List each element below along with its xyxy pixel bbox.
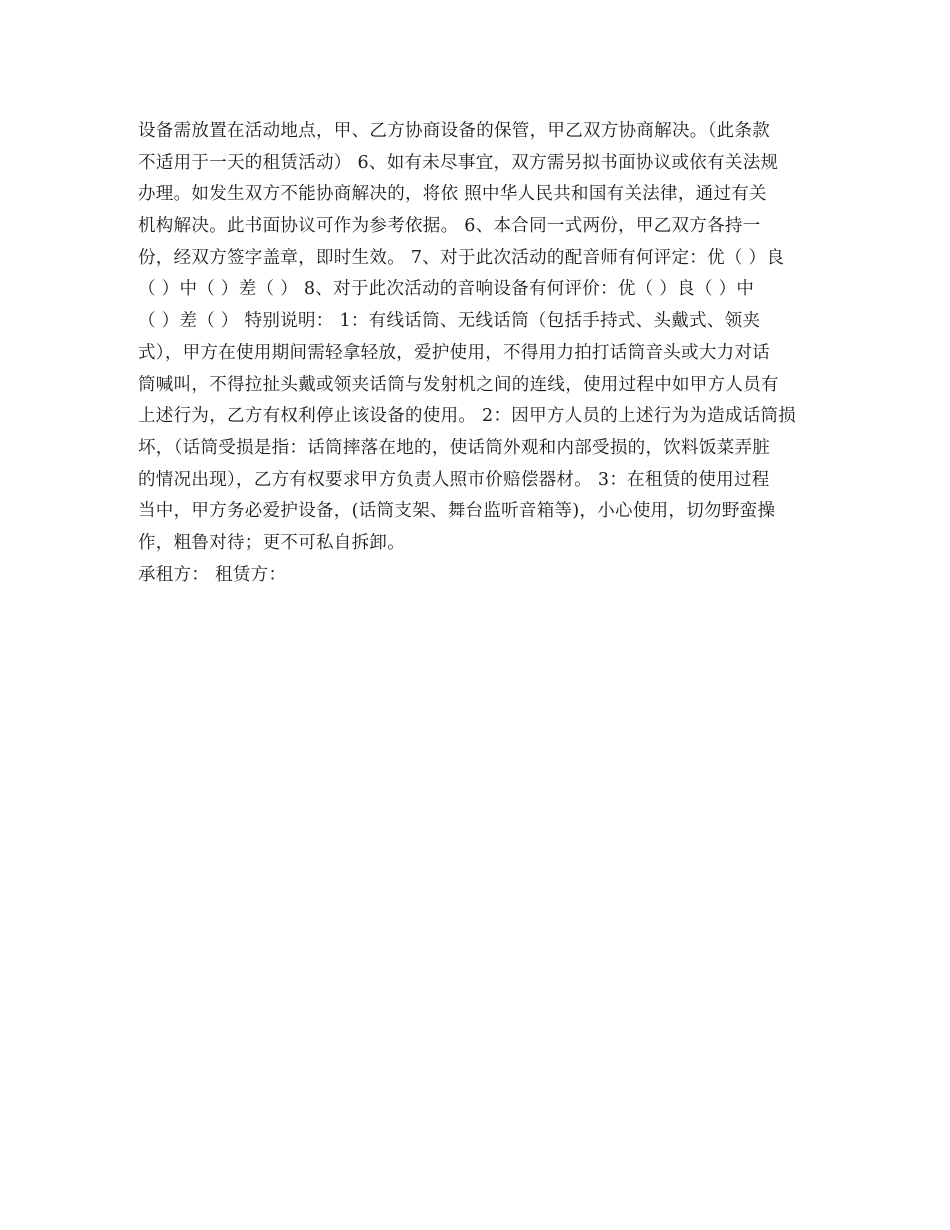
- text-line: 筒喊叫，不得拉扯头戴或领夹话筒与发射机之间的连线，使用过程中如甲方人员有: [138, 374, 779, 395]
- contract-text: [138, 116, 818, 591]
- text-line: 坏，（话筒受损是指：话筒摔落在地的，使话筒外观和内部受损的，饮料饭菜弄脏: [138, 437, 771, 458]
- text-line: 式），甲方在使用期间需轻拿轻放，爱护使用，不得用力拍打话筒音头或大力对话: [138, 342, 771, 363]
- text-line: （ ）差（ ） 特别说明： 1：有线话筒、无线话筒（包括手持式、头戴式、领夹: [138, 311, 761, 332]
- text-line: 作，粗鲁对待；更不可私自拆卸。: [138, 532, 405, 553]
- signature-line: 承租方： 租赁方：: [138, 564, 287, 585]
- text-line: 设备需放置在活动地点，甲、乙方协商设备的保管，甲乙双方协商解决。（此条款: [138, 121, 771, 141]
- text-line: （ ）中（ ）差（ ） 8、对于此次活动的音响设备有何评价：优（ ）良（ ）中: [138, 279, 755, 300]
- text-line: 办理。如发生双方不能协商解决的，将依 照中华人民共和国有关法律，通过有关: [138, 184, 767, 205]
- text-line: 机构解决。此书面协议可作为参考依据。 6、本合同一式两份，甲乙双方各持一: [138, 216, 761, 237]
- text-line: 当中，甲方务必爱护设备，(话筒支架、舞台监听音箱等)，小心使用，切勿野蛮操: [138, 501, 776, 522]
- text-line: 上述行为，乙方有权利停止该设备的使用。 2：因甲方人员的上述行为为造成话筒损: [138, 406, 797, 427]
- text-line: 份，经双方签字盖章，即时生效。 7、对于此次活动的配音师有何评定：优（ ）良: [138, 247, 785, 268]
- text-line: 不适用于一天的租赁活动） 6、如有未尽事宜，双方需另拟书面协议或依有关法规: [138, 152, 779, 173]
- text-line: 的情况出现），乙方有权要求甲方负责人照市价赔偿器材。 3：在租赁的使用过程: [138, 469, 770, 490]
